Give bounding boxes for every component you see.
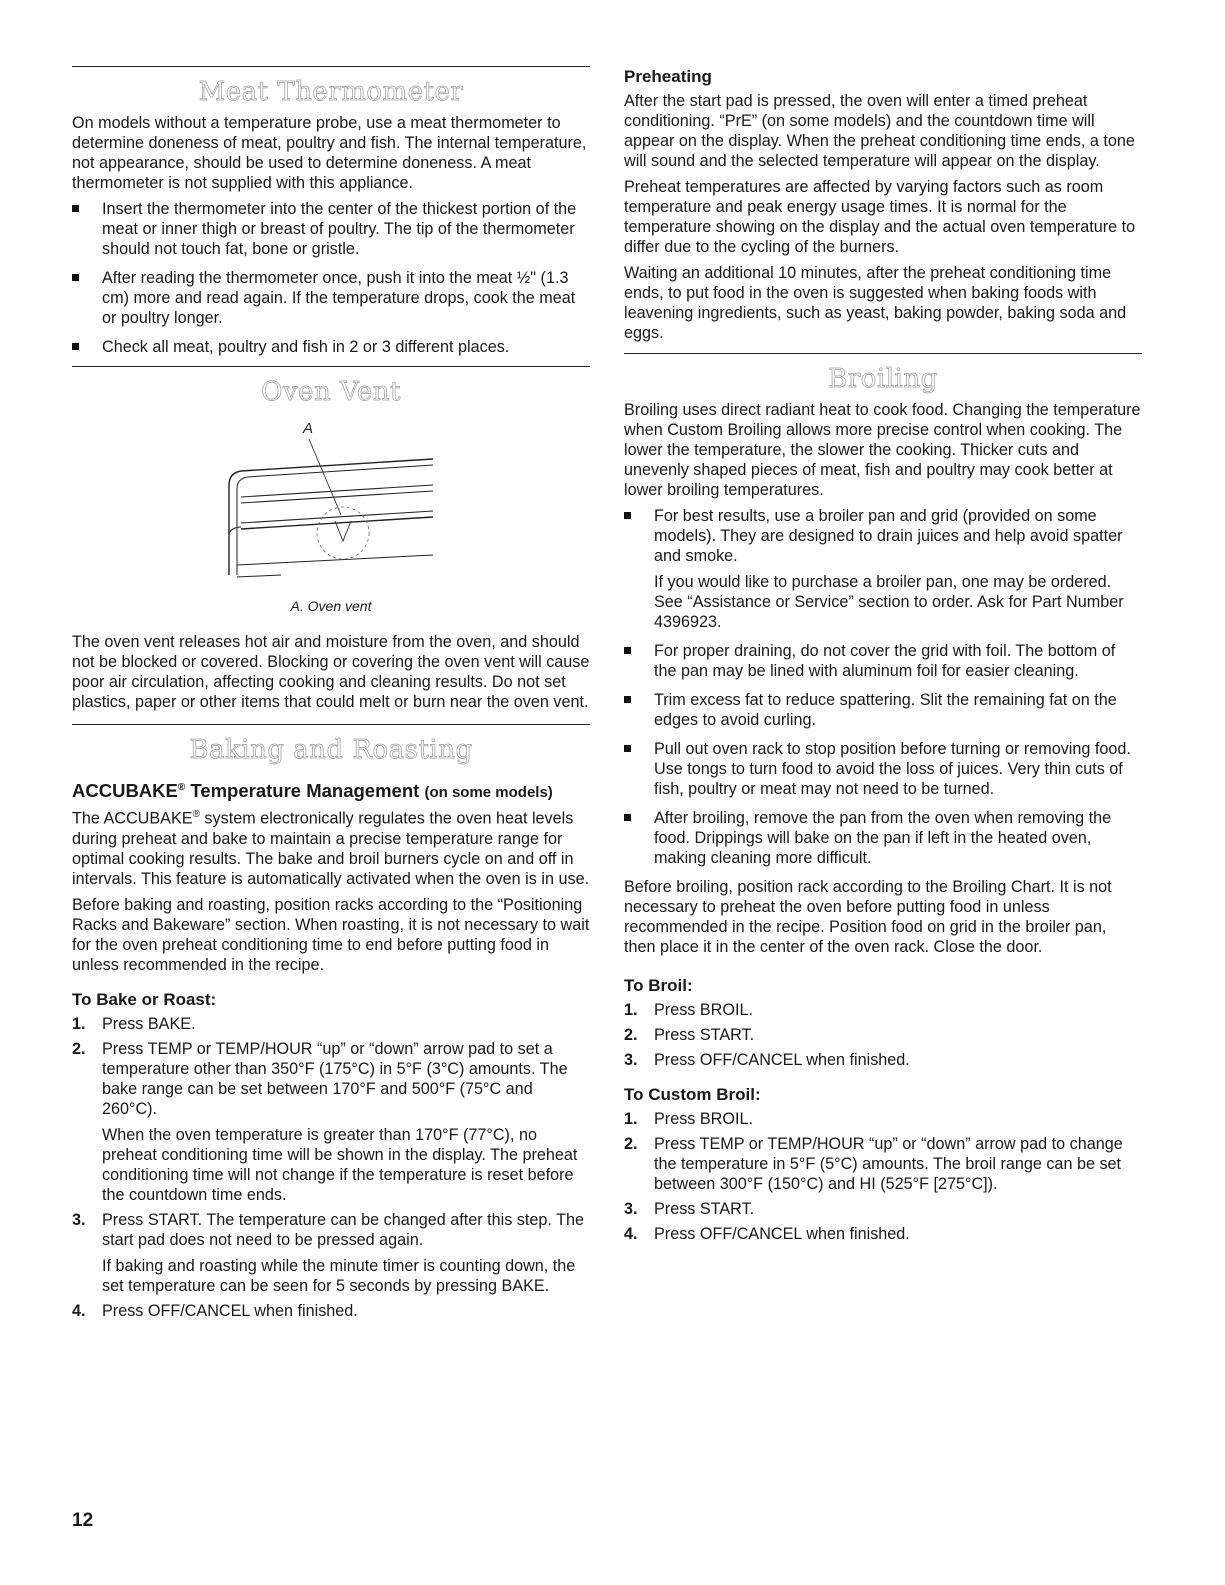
broil-steps (624, 1000, 1142, 1070)
section-divider (624, 353, 1142, 354)
oven-vent-figure (72, 415, 590, 590)
step-item: 4. Press OFF/CANCEL when finished. (72, 1301, 358, 1320)
bake-steps (72, 1014, 590, 1321)
list-item: Pull out oven rack to stop position before turning or removing food. Use tongs to turn food to avoid the loss of juices. Very thin cuts of fish, poultry or meat may not need to be turned. (624, 739, 1142, 799)
step-note: When the oven temperature is greater than 170°F (77°C), no preheat conditioning time will be shown in the display. The preheat conditioning time will not change if the temperature is reset before the countdown time ends. (102, 1125, 578, 1204)
accubake-heading: ACCUBAKE® Temperature Management (on some models) (72, 780, 553, 802)
preheating-p2: Preheat temperatures are affected by varying factors such as room temperature and peak energy usage times. It is normal for the temperature showing on the display and the actual oven temperature to differ due to the cycling of the burners. (624, 178, 1136, 256)
section-divider (72, 724, 590, 725)
list-item: For proper draining, do not cover the grid with foil. The bottom of the pan may be lined with aluminum foil for easier cleaning. (624, 641, 1142, 681)
section-title-oven-vent: Oven Vent (261, 377, 401, 407)
list-item: Check all meat, poultry and fish in 2 or 3 different places. (72, 337, 590, 357)
list-item: For best results, use a broiler pan and grid (provided on some models). They are designed to drain juices and help avoid spatter and smoke. If you would like to purchase a broiler pan, one may be ordered. See “Assistance or Service” section to order. Ask for Part Number 4396923. (624, 506, 1142, 632)
step-item: 3. Press START. (624, 1200, 755, 1218)
oven-vent-illustration (201, 415, 461, 585)
broiling-intro: Broiling uses direct radiant heat to cook food. Changing the temperature when Custom Broiling allows more precise control when cooking. The lower the temperature, the slower the cooking. Thicker cuts and unevenly shaped pieces of meat, fish and poultry may cook better at lower broiling temperatures. (624, 401, 1141, 499)
step-item: 3. Press START. The temperature can be changed after this step. The start pad does not need to be pressed again. If baking and roasting while the minute timer is counting down, the set temperature can be seen for 5 seconds by pressing BAKE. (72, 1210, 590, 1296)
preheating-p3: Waiting an additional 10 minutes, after the preheat conditioning time ends, to put food in the oven is suggested when baking foods with leavening ingredients, such as yeast, baking powder, baking soda and eggs. (624, 264, 1127, 342)
section-divider (72, 366, 590, 367)
list-item: After reading the thermometer once, push it into the meat ½" (1.3 cm) more and read again. If the temperature drops, cook the meat or poultry longer. (72, 268, 590, 328)
list-item: After broiling, remove the pan from the oven when removing the food. Drippings will bake on the pan if left in the heated oven, making cleaning more difficult. (624, 808, 1142, 868)
preheating-heading: Preheating (624, 67, 712, 86)
step-item: 1. Press BROIL. (624, 1110, 753, 1128)
figure-caption: A. Oven vent (290, 598, 372, 614)
step-item: 1. Press BAKE. (72, 1014, 196, 1033)
left-column (72, 66, 590, 1327)
accubake-body: The ACCUBAKE® system electronically regulates the oven heat levels during preheat and bake to maintain a precise temperature range for optimal cooking results. The bake and broil burners cycle on and off in intervals. This feature is automatically activated when the oven is in use. (72, 809, 590, 888)
section-title-meat-thermometer: Meat Thermometer (198, 77, 464, 107)
meat-thermometer-intro: On models without a temperature probe, use a meat thermometer to determine doneness of meat, poultry and fish. The internal temperature, not appearance, should be used to determine doneness. A meat thermometer is not supplied with this appliance. (72, 114, 587, 192)
step-item: 2. Press TEMP or TEMP/HOUR “up” or “down” arrow pad to set a temperature other than 350°F (175°C) in 5°F (3°C) amounts. The bake range can be set between 170°F and 500°F (75°C and 260°C). When the oven temperature is greater than 170°F (77°C), no preheat conditioning time will be shown in the display. The preheat conditioning time will not change if the temperature is reset before the countdown time ends. (72, 1039, 590, 1205)
oven-vent-body: The oven vent releases hot air and moisture from the oven, and should not be blocked or covered. Blocking or covering the oven vent will cause poor air circulation, affecting cooking and cleaning results. Do not set plastics, paper or other items that could melt or burn near the oven vent. (72, 633, 590, 711)
meat-thermometer-list (72, 199, 590, 357)
section-divider (72, 66, 590, 67)
to-broil-heading: To Broil: (624, 976, 693, 995)
step-item: 3. Press OFF/CANCEL when finished. (624, 1051, 910, 1069)
broiling-list (624, 506, 1142, 868)
step-note: If baking and roasting while the minute timer is counting down, the set temperature can be seen for 5 seconds by pressing BAKE. (102, 1256, 576, 1295)
preheating-p1: After the start pad is pressed, the oven will enter a timed preheat conditioning. “PrE” (on some models) and the countdown time will appear on the display. When the preheat conditioning time ends, a tone will sound and the selected temperature will appear on the display. (624, 92, 1135, 170)
list-item: Insert the thermometer into the center of the thickest portion of the meat or inner thigh or breast of poultry. The tip of the thermometer should not touch fat, bone or gristle. (72, 199, 590, 259)
list-note: If you would like to purchase a broiler pan, one may be ordered. See “Assistance or Service” section to order. Ask for Part Number 4396923. (654, 573, 1124, 631)
racks-body: Before baking and roasting, position racks according to the “Positioning Racks and Bakeware” section. When roasting, it is not necessary to wait for the oven preheat conditioning time to end before putting food in unless recommended in the recipe. (72, 895, 590, 974)
step-item: 1. Press BROIL. (624, 1001, 753, 1019)
step-item: 2. Press START. (624, 1026, 755, 1044)
custom-broil-heading: To Custom Broil: (624, 1085, 761, 1104)
to-bake-heading: To Bake or Roast: (72, 989, 217, 1009)
right-column (624, 66, 1142, 1250)
step-item: 2. Press TEMP or TEMP/HOUR “up” or “down” arrow pad to change the temperature in 5°F (5°C) amounts. The broil range can be set between 300°F (150°C) and HI (525°F [275°C]). (624, 1135, 1123, 1193)
list-item: Trim excess fat to reduce spattering. Slit the remaining fat on the edges to avoid curling. (624, 690, 1142, 730)
step-item: 4. Press OFF/CANCEL when finished. (624, 1225, 910, 1243)
section-title-broiling: Broiling (828, 364, 938, 394)
section-title-baking: Baking and Roasting (189, 735, 473, 765)
broiling-position: Before broiling, position rack according to the Broiling Chart. It is not necessary to preheat the oven before putting food in unless recommended in the recipe. Position food on grid in the broiler pan, then place it in the center of the oven rack. Close the door. (624, 878, 1112, 956)
figure-label-a: A (303, 420, 314, 437)
page-number: 12 (72, 1510, 94, 1531)
custom-broil-steps (624, 1109, 1142, 1244)
